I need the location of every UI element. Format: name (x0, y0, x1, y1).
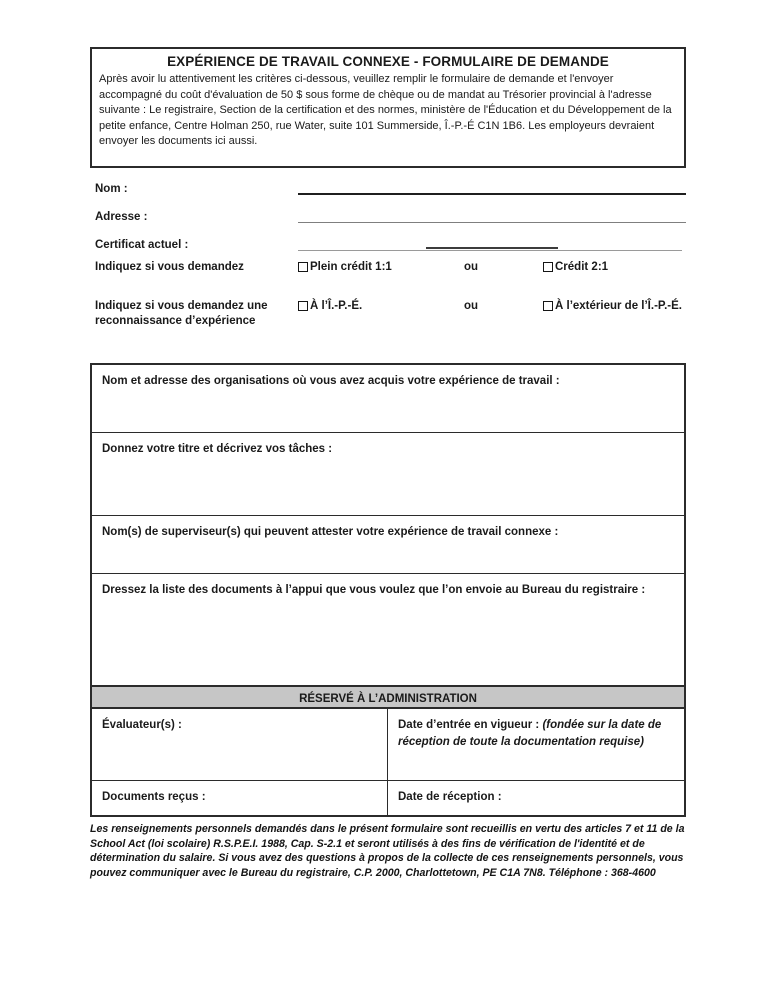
effective-date-response-area[interactable] (398, 750, 672, 780)
nom-input-line[interactable] (298, 176, 686, 195)
documents-received-response-area[interactable] (102, 806, 375, 816)
form-title: EXPÉRIENCE DE TRAVAIL CONNEXE - FORMULAIRE DE DEMANDE (167, 54, 609, 69)
organisations-label: Nom et adresse des organisations où vous avez acquis votre expérience de travail : (102, 375, 560, 387)
header-box (90, 47, 686, 168)
adresse-label: Adresse : (95, 211, 148, 223)
form-instructions: Après avoir lu attentivement les critères ci-dessous, veuillez remplir le formulaire de demande et l'envoyer accompagné du coût d'évaluation de 50 $ sous forme de chèque ou de mandat au Trésorier provincial à l'adresse suivante : Le registraire, Section de la certification et des normes, ministère de l'Éducation et du Développement de la petite enfance, Centre Holman 250, rue Water, suite 101 Summerside, Î.-P.-É C1N 1B6. Les employeurs devraient envoyer les documents ici aussi. (99, 73, 672, 148)
evaluator-cell (92, 709, 387, 780)
choice-row-credit (90, 260, 686, 275)
certificat-input-line[interactable] (298, 234, 686, 251)
titre-taches-section (92, 432, 684, 515)
plein-credit-option[interactable] (298, 260, 464, 275)
credit-question-label: Indiquez si vous demandez (95, 261, 244, 273)
documents-appui-section (92, 573, 684, 685)
effective-date-note: (fondée sur la date de réception de toute la documentation requise) (398, 719, 662, 748)
ipe-label: À l’Î.-P.-É. (310, 300, 363, 312)
credit-21-option[interactable] (543, 260, 684, 275)
organisations-section (92, 365, 684, 432)
outside-ipe-label: À l’extérieur de l’Î.-P.-É. (555, 300, 682, 312)
reception-date-label: Date de réception : (398, 791, 502, 803)
credit-or-text: ou (464, 261, 479, 273)
ipe-checkbox-icon[interactable] (298, 301, 308, 311)
documents-appui-label: Dressez la liste des documents à l’appui que vous voulez que l’on envoie au Bureau du registraire : (102, 584, 646, 596)
credit-21-label: Crédit 2:1 (555, 261, 609, 273)
certificat-label: Certificat actuel : (95, 239, 189, 251)
documents-received-cell (92, 780, 387, 815)
titre-taches-response-area[interactable] (102, 457, 670, 515)
documents-received-label: Documents reçus : (102, 791, 206, 803)
adresse-input-line[interactable] (298, 205, 686, 223)
reception-date-response-area[interactable] (398, 806, 672, 816)
certificat-line-middle (426, 247, 558, 249)
plein-credit-checkbox-icon[interactable] (298, 262, 308, 272)
choice-row-experience (90, 299, 686, 329)
nom-label: Nom : (95, 183, 128, 195)
field-row-adresse (90, 206, 686, 223)
plein-credit-label: Plein crédit 1:1 (310, 261, 392, 273)
experience-table (90, 363, 686, 817)
documents-appui-response-area[interactable] (102, 598, 670, 685)
ipe-option[interactable] (298, 299, 464, 314)
experience-or-text: ou (464, 300, 479, 312)
effective-date-cell (387, 709, 684, 780)
superviseurs-section (92, 515, 684, 573)
credit-21-checkbox-icon[interactable] (543, 262, 553, 272)
outside-ipe-option[interactable] (543, 299, 684, 314)
superviseurs-response-area[interactable] (102, 540, 670, 573)
outside-ipe-checkbox-icon[interactable] (543, 301, 553, 311)
organisations-response-area[interactable] (102, 389, 670, 432)
form-content (90, 47, 686, 880)
field-row-nom (90, 178, 686, 195)
privacy-footnote: Les renseignements personnels demandés dans le présent formulaire sont recueillis en vertu des articles 7 et 11 de la School Act (loi scolaire) R.S.P.E.I. 1988, Cap. S-2.1 et seront utilisés à des fins de vérification de l'identité et de détermination du salaire. Si vous avez des questions à propos de la collecte de ces renseignements personnels, vous pouvez communiquer avec le Bureau du registraire, C.P. 2000, Charlottetown, PE C1A 7N8. Téléphone : 368-4600 (90, 823, 685, 879)
field-row-certificat (90, 234, 686, 251)
titre-taches-label: Donnez votre titre et décrivez vos tâches : (102, 443, 333, 455)
effective-date-text (398, 717, 672, 750)
certificat-line-base (298, 250, 682, 251)
evaluator-label: Évaluateur(s) : (102, 719, 182, 731)
admin-band-title: RÉSERVÉ À L’ADMINISTRATION (92, 685, 684, 709)
experience-question-label: Indiquez si vous demandez une reconnaissance d’expérience (95, 300, 268, 327)
effective-date-label: Date d’entrée en vigueur : (398, 719, 540, 731)
superviseurs-label: Nom(s) de superviseur(s) qui peuvent attester votre expérience de travail connexe : (102, 526, 559, 538)
admin-grid (92, 709, 684, 815)
reception-date-cell (387, 780, 684, 815)
evaluator-response-area[interactable] (102, 734, 375, 781)
